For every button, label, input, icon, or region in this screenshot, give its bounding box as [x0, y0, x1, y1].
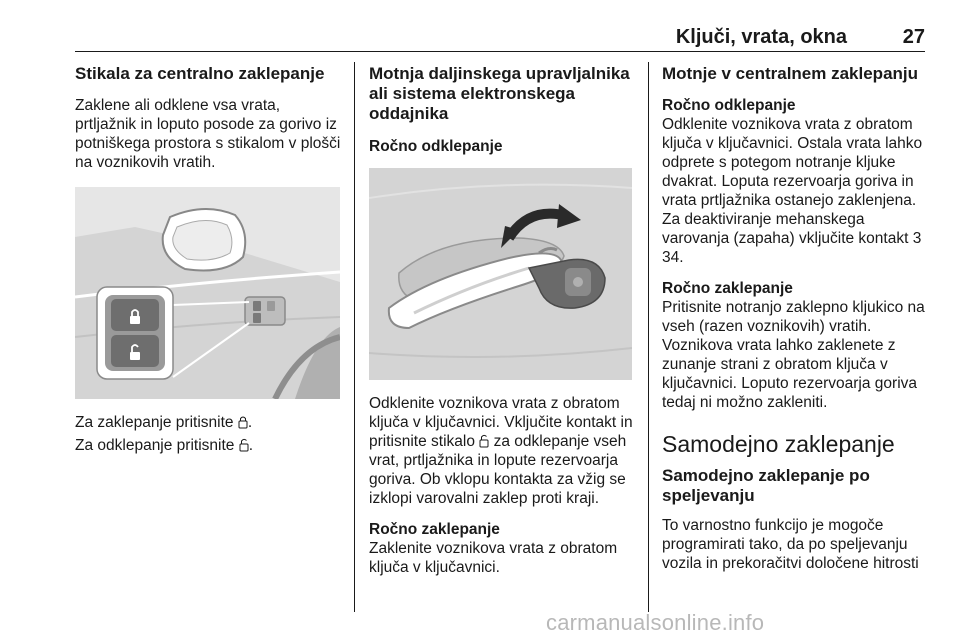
door-handle-illustration [369, 168, 632, 380]
door-switch-illustration [75, 187, 340, 399]
manual-lock-paragraph: Pritisnite notranjo zaklepno kljukico na vseh (razen voznikovih) vratih. Voznikova vrata lahko zaklenete z zunanje strani z obratom ključa v ključavnici. Loputo rezervoarja goriva tedaj ni možno zakleniti. [662, 299, 925, 411]
subheading-manual-unlock: Ročno odklepanje [369, 138, 503, 155]
subheading-manual-unlock: Ročno odklepanje [662, 97, 796, 114]
section-heading: Stikala za centralno zaklepanje [75, 64, 325, 83]
manual-unlock-text: Odklenite voznikova vrata z obratom ključa v ključavnici. Ostala vrata lahko odprete s potegom notranje kljuke dvakrat. Loputa rezervoarja goriva in vrata prtljažnika ostanejo zaklenjena. Za deaktiviranje mehanskega varovanja (zapaha) vključite kontakt [662, 116, 923, 247]
section-heading: Motnje v centralnem zaklepanju [662, 64, 919, 83]
section-heading: Motnja daljinskega upravljalnika ali sistema elektronskega oddajnika [369, 64, 630, 123]
column-1 [75, 64, 343, 455]
watermark: carmanualsonline.info [546, 610, 765, 635]
manual-lock-paragraph: Zaklenite voznikova vrata z obratom ključa v ključavnici. [369, 540, 618, 576]
auto-lock-paragraph: To varnostno funkcijo je mogoče programirati tako, da po speljevanju vozila in prekoračitvi določene hitrosti [662, 517, 919, 572]
subheading-manual-lock: Ročno zaklepanje [369, 521, 500, 538]
intro-paragraph: Zaklene ali odklene vsa vrata, prtljažnik in loputo posode za gorivo iz potniškega prostora s stikalom v plošči na voznikovih vratih. [75, 97, 341, 171]
manual-unlock-paragraph [369, 394, 633, 508]
lock-instruction: Za zaklepanje pritisnite . [75, 414, 253, 431]
manual-unlock-text-b: za odklepanje vseh vrat, prtljažnika in lopute rezervoarja goriva. Ob vklopu kontakta za vžig se izklopi varovalni zaklep proti kraji. [369, 433, 627, 507]
column-2 [369, 64, 633, 577]
header-rule [75, 51, 925, 52]
manual-unlock-text-a: Odklenite voznikova vrata z obratom ključa v ključavnici. Vključite kontakt in pritisnite stikalo [369, 395, 633, 450]
unlock-instruction: Za odklepanje pritisnite . [75, 437, 254, 454]
lock-instruction-text: Za zaklepanje pritisnite [75, 414, 234, 431]
subsection-heading: Samodejno zaklepanje po speljevanju [662, 466, 870, 505]
padlock-closed-icon [238, 415, 248, 429]
subheading-manual-lock: Ročno zaklepanje [662, 280, 793, 297]
padlock-open-icon [239, 438, 249, 452]
unlock-instruction-text: Za odklepanje pritisnite [75, 437, 235, 454]
column-divider-1 [354, 62, 355, 612]
chapter-section-heading: Samodejno zaklepanje [662, 431, 895, 457]
door-switch-figure [75, 187, 340, 399]
column-divider-2 [648, 62, 649, 612]
page-header [75, 26, 925, 50]
page-number: 27 [902, 26, 925, 48]
door-handle-figure [369, 168, 632, 380]
column-3 [662, 64, 928, 573]
manual-unlock-paragraph [662, 115, 928, 267]
page-reference: 3 34. [662, 230, 922, 266]
padlock-open-icon [479, 434, 489, 448]
chapter-title: Ključi, vrata, okna [675, 26, 847, 48]
